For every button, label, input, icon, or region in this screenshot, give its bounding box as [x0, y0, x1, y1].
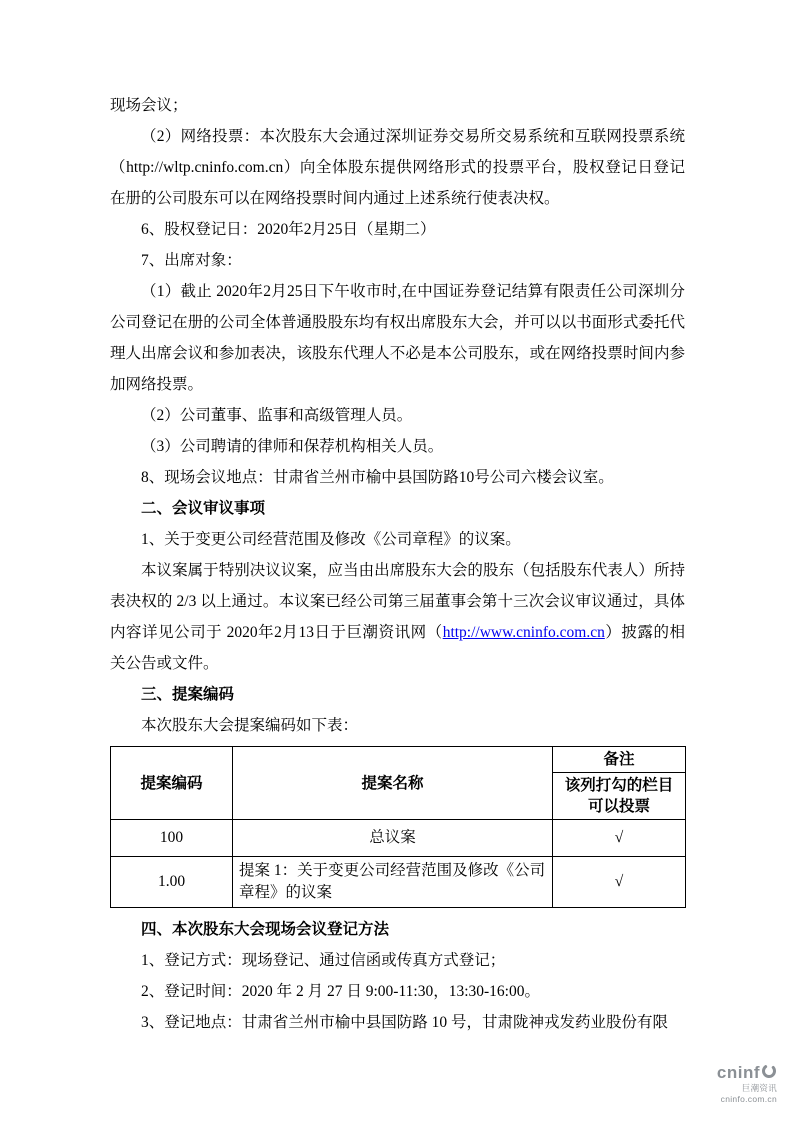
paragraph-attendee-3: （3）公司聘请的律师和保荐机构相关人员。	[141, 438, 444, 455]
cell-code-1: 1.00	[111, 857, 233, 908]
paragraph-reg-method: 1、登记方式：现场登记、通过信函或传真方式登记；	[141, 952, 506, 969]
column-header-name: 提案名称	[233, 747, 553, 820]
special-resolution-text-before: 本议案属于特别决议议案，应当由出席股东大会的股东（包括股东代表人）所持表决权的 2/3 以上通过。本议案已经公司第三届董事会第十三次会议审议通过，具体内容详见公司于 2020年2月13日于巨潮资讯网（	[110, 562, 685, 641]
table-header-row-top	[111, 747, 686, 773]
section-heading-2: 二、会议审议事项	[141, 500, 266, 517]
paragraph-proposal: 1、关于变更公司经营范围及修改《公司章程》的议案。	[141, 531, 521, 548]
proposal-code-table	[110, 746, 686, 908]
section-heading-4: 四、本次股东大会现场会议登记方法	[141, 921, 390, 938]
cninfo-logo	[717, 1063, 777, 1104]
special-resolution-text-after: ）披露的相关公告或文件。	[110, 624, 685, 672]
paragraph-attendee-2: （2）公司董事、监事和高级管理人员。	[141, 407, 413, 424]
section-heading-3: 三、提案编码	[141, 686, 235, 703]
table-row	[111, 820, 686, 857]
paragraph-special-resolution	[110, 555, 685, 679]
paragraph-attendee-1: （1）截止 2020年2月25日下午收市时,在中国证券登记结算有限责任公司深圳分公司登记在册的公司全体普通股股东均有权出席股东大会，并可以以书面形式委托代理人出席会议和参加表决，该股东代理人不必是本公司股东，或在网络投票时间内参加网络投票。	[110, 283, 685, 393]
cninfo-logo-wordmark	[717, 1063, 777, 1084]
paragraph-table-intro: 本次股东大会提案编码如下表：	[141, 717, 359, 734]
paragraph-record-date: 6、股权登记日：2020年2月25日（星期二）	[141, 221, 436, 238]
paragraph-continuation: 现场会议；	[110, 97, 188, 114]
cninfo-logo-subtitle-url: cninfo.com.cn	[720, 1093, 777, 1104]
column-header-remark-note: 该列打勾的栏目可以投票	[553, 773, 686, 820]
cell-check-0: √	[553, 820, 686, 857]
cninfo-swirl-icon	[761, 1063, 777, 1084]
cninfo-logo-subtitle-cn: 巨潮资讯	[741, 1083, 777, 1094]
column-header-code: 提案编码	[111, 747, 233, 820]
cninfo-link[interactable]: http://www.cninfo.com.cn	[442, 624, 605, 641]
cell-check-1: √	[553, 857, 686, 908]
cninfo-logo-text: cninf	[716, 1062, 760, 1082]
paragraph-reg-time: 2、登记时间：2020 年 2 月 27 日 9:00-11:30，13:30-16:00。	[141, 983, 540, 1000]
paragraph-meeting-place: 8、现场会议地点：甘肃省兰州市榆中县国防路10号公司六楼会议室。	[141, 469, 614, 486]
cell-code-0: 100	[111, 820, 233, 857]
cell-name-1: 提案 1：关于变更公司经营范围及修改《公司章程》的议案	[233, 857, 553, 908]
paragraph-network-vote: （2）网络投票：本次股东大会通过深圳证券交易所交易系统和互联网投票系统（http://wltp.cninfo.com.cn）向全体股东提供网络形式的投票平台，股权登记日登记在册的公司股东可以在网络投票时间内通过上述系统行使表决权。	[110, 128, 685, 207]
document-content	[110, 90, 685, 1038]
table-row	[111, 857, 686, 908]
paragraph-attendees: 7、出席对象：	[141, 252, 242, 269]
paragraph-reg-place: 3、登记地点：甘肃省兰州市榆中县国防路 10 号，甘肃陇神戎发药业股份有限	[141, 1014, 669, 1031]
column-header-remark: 备注	[553, 747, 686, 773]
cell-name-0: 总议案	[233, 820, 553, 857]
